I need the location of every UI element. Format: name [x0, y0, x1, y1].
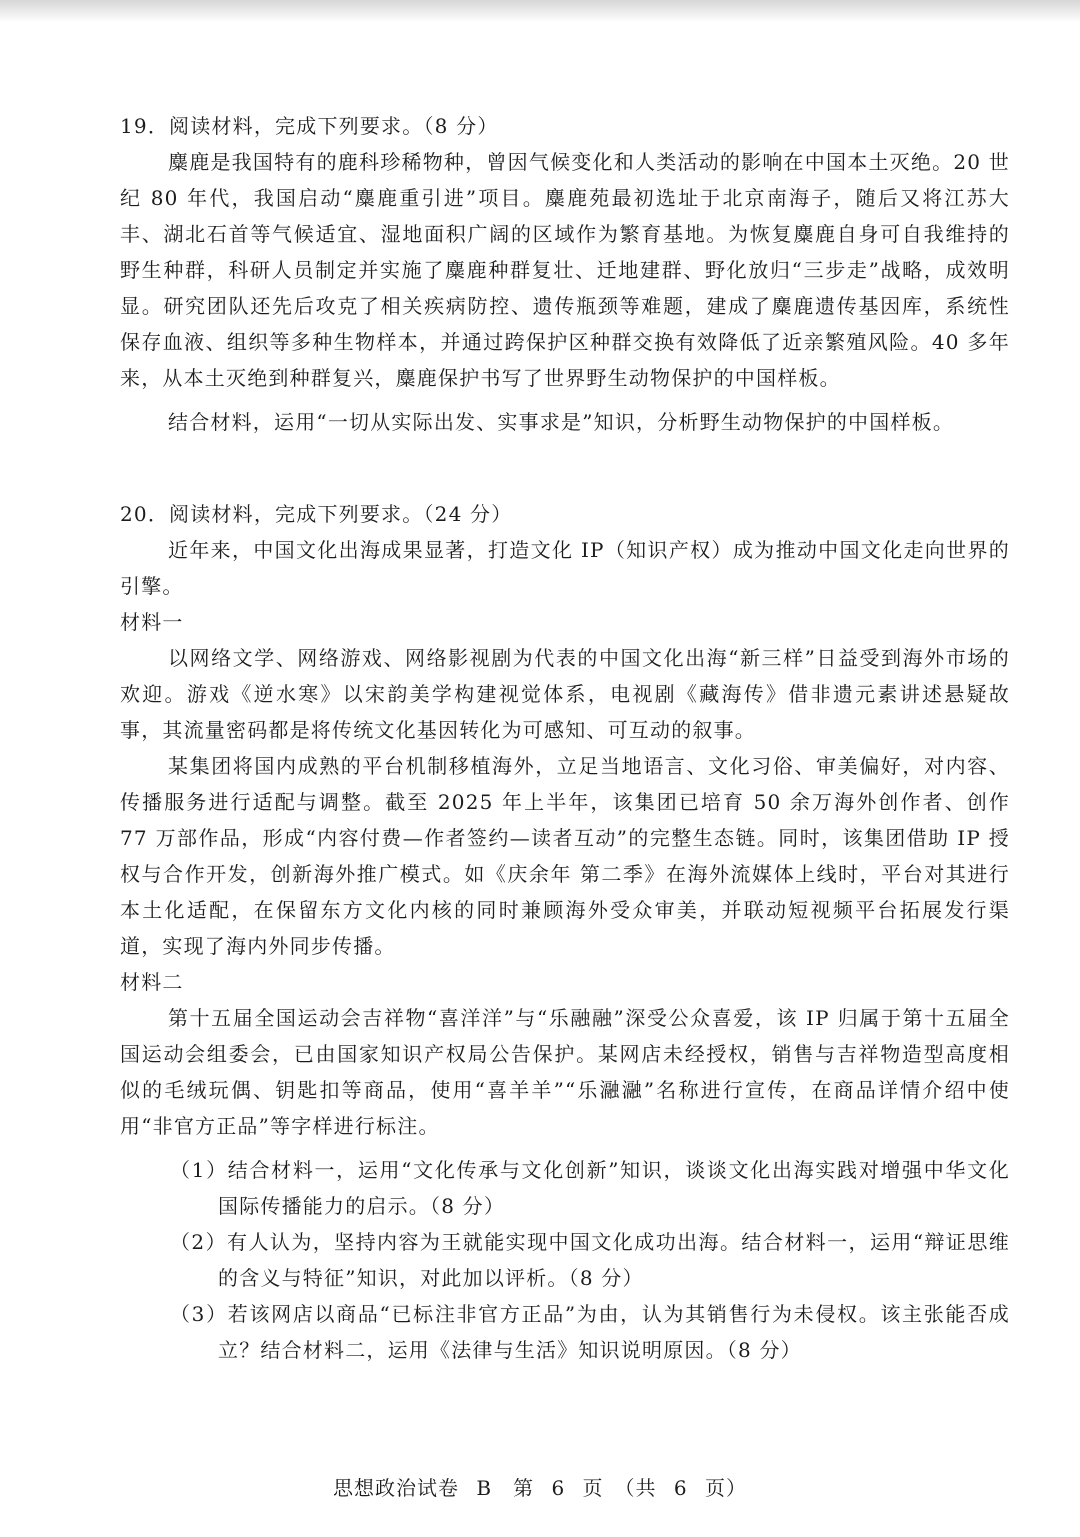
material-2-paragraph-1: 第十五届全国运动会吉祥物“喜洋洋”与“乐融融”深受公众喜爱，该 IP 归属于第十五届全国运动会组委会，已由国家知识产权局公告保护。某网店未经授权，销售与吉祥物造型高度相似的毛绒玩偶、钥匙扣等商品，使用“喜羊羊”“乐瀜瀜”名称进行宣传，在商品详情介绍中使用“非官方正品”等字样进行标注。: [120, 1006, 1010, 1138]
subquestion-2: （2）有人认为，坚持内容为王就能实现中国文化成功出海。结合材料一，运用“辩证思维的含义与特征”知识，对此加以评析。（8 分）: [170, 1230, 1010, 1290]
material-1-label: 材料一: [120, 610, 184, 634]
material-1-paragraph-1: 以网络文学、网络游戏、网络影视剧为代表的中国文化出海“新三样”日益受到海外市场的欢迎。游戏《逆水寒》以宋韵美学构建视觉体系，电视剧《藏海传》借非遗元素讲述悬疑故事，其流量密码都是将传统文化基因转化为可感知、可互动的叙事。: [120, 646, 1010, 742]
question-20-intro: 近年来，中国文化出海成果显著，打造文化 IP（知识产权）成为推动中国文化走向世界的引擎。: [120, 538, 1010, 598]
page-footer: 思想政治试卷 B 第 6 页 （共 6 页）: [333, 1476, 747, 1500]
scan-top-edge: [0, 0, 1080, 22]
material-2-label: 材料二: [120, 970, 184, 994]
question-20: [120, 496, 1010, 1368]
subquestion-1: （1）结合材料一，运用“文化传承与文化创新”知识，谈谈文化出海实践对增强中华文化国际传播能力的启示。（8 分）: [170, 1158, 1010, 1218]
question-19-task: 结合材料，运用“一切从实际出发、实事求是”知识，分析野生动物保护的中国样板。: [168, 410, 955, 434]
material-1-paragraph-2: 某集团将国内成熟的平台机制移植海外，立足当地语言、文化习俗、审美偏好，对内容、传播服务进行适配与调整。截至 2025 年上半年，该集团已培育 50 余万海外创作者、创作 77 万部作品，形成“内容付费—作者签约—读者互动”的完整生态链。同时，该集团借助 IP 授权与合作开发，创新海外推广模式。如《庆余年 第二季》在海外流媒体上线时，平台对其进行本土化适配，在保留东方文化内核的同时兼顾海外受众审美，并联动短视频平台拓展发行渠道，实现了海内外同步传播。: [120, 754, 1010, 958]
exam-page: [120, 108, 1010, 1368]
question-19-heading: 19．阅读材料，完成下列要求。（8 分）: [120, 114, 499, 138]
subquestion-3: （3）若该网店以商品“已标注非官方正品”为由，认为其销售行为未侵权。该主张能否成立？结合材料二，运用《法律与生活》知识说明原因。（8 分）: [170, 1302, 1010, 1362]
question-19: [120, 108, 1010, 440]
question-20-heading: 20．阅读材料，完成下列要求。（24 分）: [120, 502, 513, 526]
question-19-material: 麋鹿是我国特有的鹿科珍稀物种，曾因气候变化和人类活动的影响在中国本土灭绝。20 世纪 80 年代，我国启动“麋鹿重引进”项目。麋鹿苑最初选址于北京南海子，随后又将江苏大丰、湖北石首等气候适宜、湿地面积广阔的区域作为繁育基地。为恢复麋鹿自身可自我维持的野生种群，科研人员制定并实施了麋鹿种群复壮、迁地建群、野化放归“三步走”战略，成效明显。研究团队还先后攻克了相关疾病防控、遗传瓶颈等难题，建成了麋鹿遗传基因库，系统性保存血液、组织等多种生物样本，并通过跨保护区种群交换有效降低了近亲繁殖风险。40 多年来，从本土灭绝到种群复兴，麋鹿保护书写了世界野生动物保护的中国样板。: [120, 150, 1010, 390]
